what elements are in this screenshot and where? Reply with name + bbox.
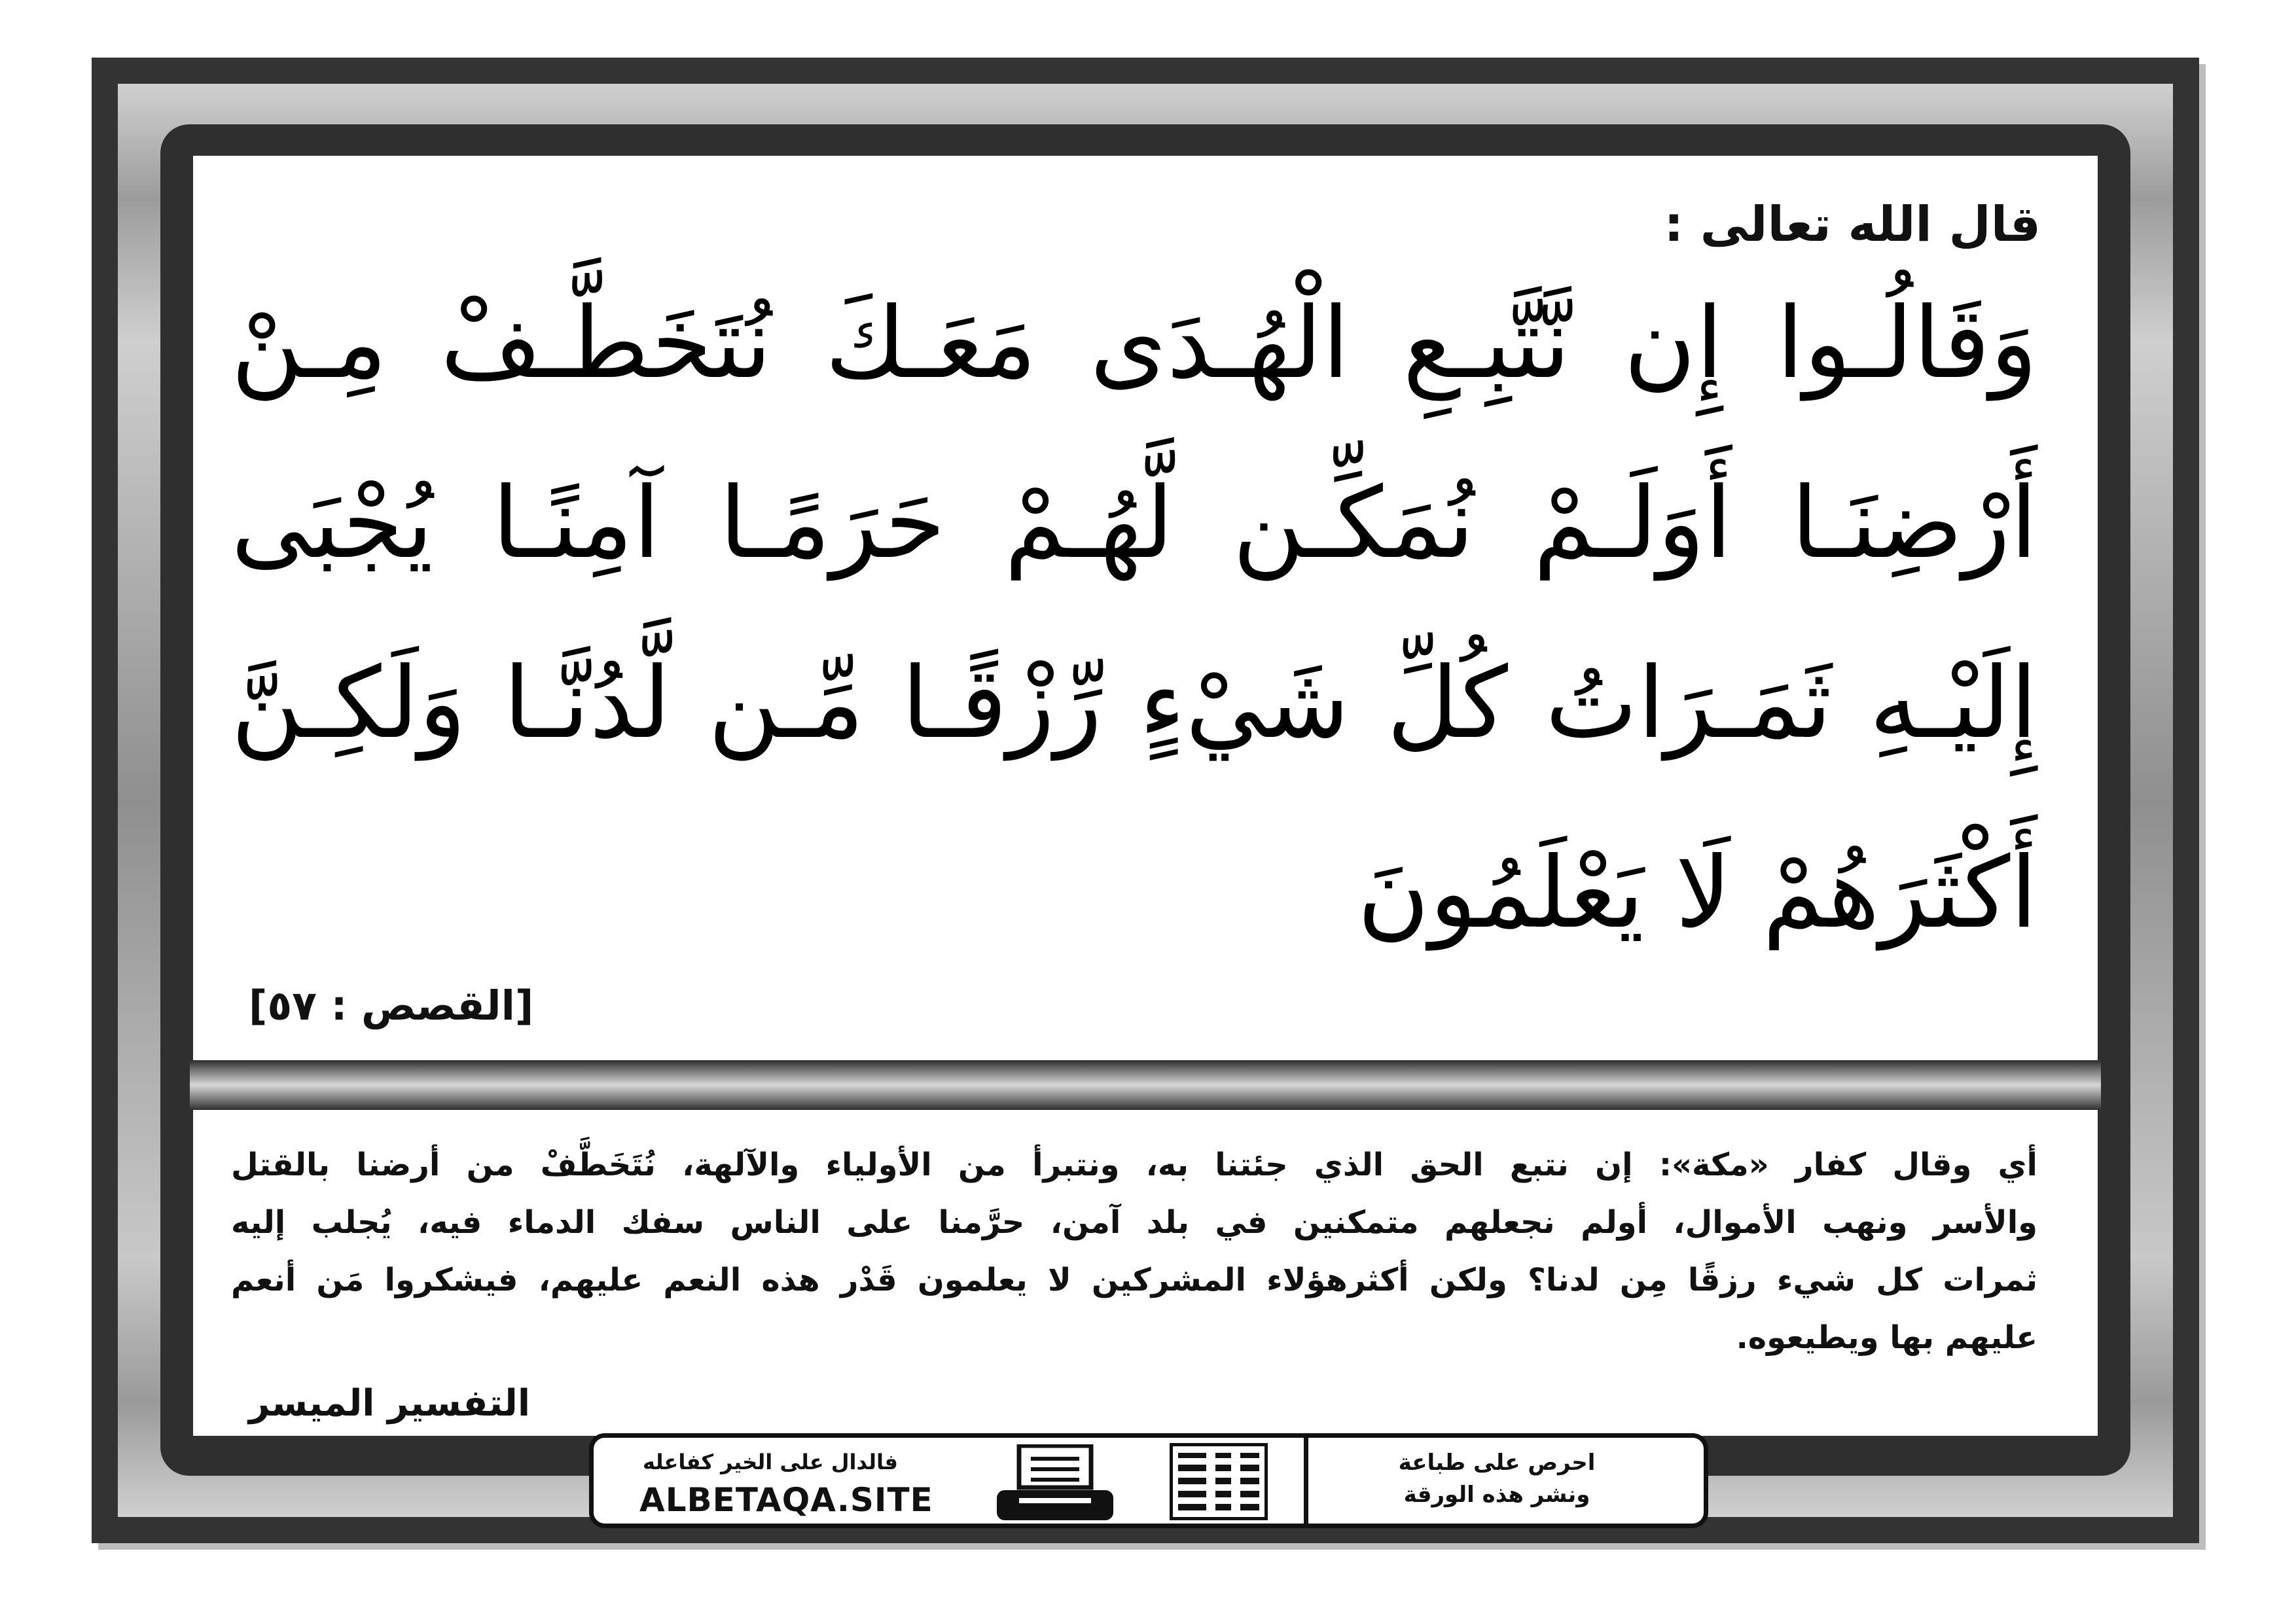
tafsir-line-4: عليهم بها ويطيعوه. xyxy=(1736,1319,2037,1356)
verse-intro: قال الله تعالى : xyxy=(1664,196,2041,253)
verse-line-1: وَقَالُـوا إِن نَّتَّبِـعِ الْهُـدَى مَعَـكَ نُتَخَطَّـفْ مِـنْ xyxy=(231,287,2037,401)
tafsir-line-2: والأسر ونهب الأموال، أولم نجعلهم متمكنين في بلد آمن، حرَّمنا على الناس سفك الدماء فيه، يُجلب إليه xyxy=(231,1204,2037,1241)
tafsir-source: التفسير الميسر xyxy=(249,1382,531,1425)
verse-line-2: أَرْضِنَـا أَوَلَـمْ نُمَكِّـن لَّهُـمْ حَرَمًـا آمِنًـا يُجْبَى xyxy=(231,467,2037,580)
verse-line-4: أَكْثَرَهُمْ لَا يَعْلَمُونَ xyxy=(1357,836,2037,950)
footer-note-line-2: ونشر هذه الورقة xyxy=(1403,1482,1590,1508)
tafsir-line-1: أي وقال كفار «مكة»: إن نتبع الحق الذي جئتنا به، ونتبرأ من الأولياء والآلهة، نُتَخَطَّفْ من أرضنا بالقتل xyxy=(231,1147,2037,1183)
footer-separator xyxy=(1304,1438,1308,1524)
footer-note-line-1: احرص على طباعة xyxy=(1398,1450,1596,1476)
verse-line-3: إِلَيْـهِ ثَمَـرَاتُ كُلِّ شَيْءٍ رِّزْقًـا مِّـن لَّدُنَّـا وَلَكِـنَّ xyxy=(231,647,2037,760)
panel-divider xyxy=(190,1060,2101,1110)
footer-note xyxy=(1327,1447,1667,1512)
site-link[interactable]: ALBETAQA.SITE xyxy=(639,1481,933,1519)
printer-icon xyxy=(993,1444,1117,1525)
footer-bar xyxy=(589,1433,1708,1528)
tafsir-line-3: ثمرات كل شيء رزقًا مِن لدنا؟ ولكن أكثرهؤلاء المشركين لا يعلمون قَدْر هذه النعم عليهم، فيشكروا مَن أنعم xyxy=(231,1262,2037,1298)
verse-reference: [القصص : ٥٧] xyxy=(249,982,534,1029)
logo-icon xyxy=(1170,1443,1268,1520)
footer-slogan: فالدال على الخير كفاعله xyxy=(643,1450,898,1474)
logo-mark xyxy=(1178,1453,1259,1510)
